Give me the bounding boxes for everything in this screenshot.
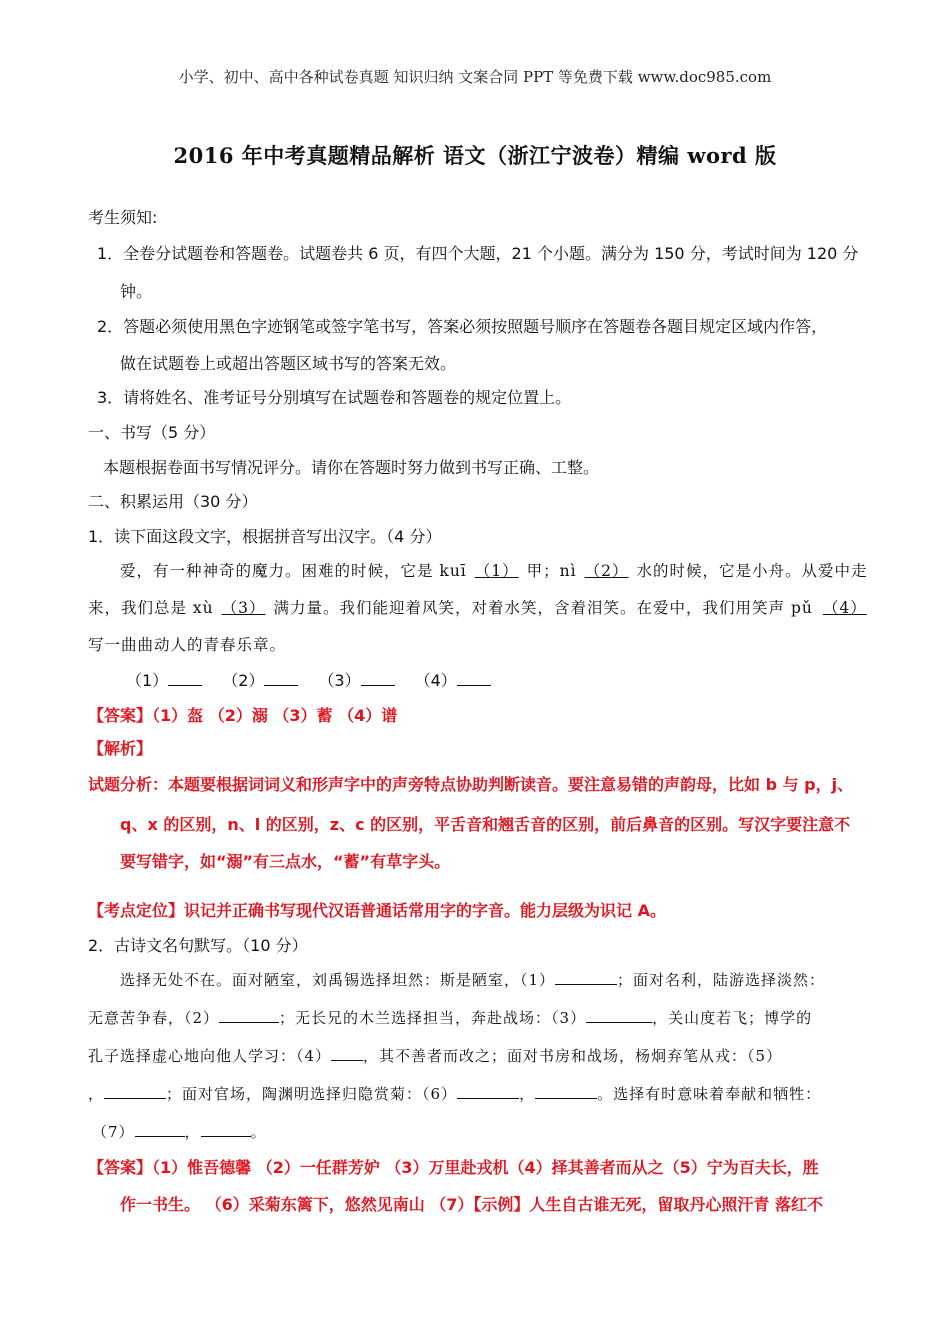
notice-item-1b: 钟。 — [120, 282, 153, 301]
q1-analysis-line3: 要写错字，如“溺”有三点水，“蓄”有草字头。 — [120, 852, 451, 871]
q1-analysis-line1: 试题分析：本题要根据词词义和形声字中的声旁特点协助判断读音。要注意易错的声韵母，比如 b 与 p，j、 — [88, 775, 854, 794]
q1-answer: 【答案】（1）盔 （2）溺 （3）蓄 （4）谱 — [88, 706, 398, 725]
q1-blank-2: （2） — [584, 562, 629, 580]
q1-answer-blanks: （1） （2） （3） （4） — [126, 668, 491, 691]
q1-blank-1: （1） — [474, 562, 519, 580]
notice-item-2b: 做在试题卷上或超出答题区域书写的答案无效。 — [120, 354, 457, 373]
q1-stem: 1．读下面这段文字，根据拼音写出汉字。（4 分） — [88, 527, 442, 546]
section2-heading: 二、积累运用（30 分） — [88, 492, 258, 511]
q1-blank-3: （3） — [221, 599, 266, 617]
notice-item-1a: 1．全卷分试题卷和答题卷。试题卷共 6 页，有四个大题，21 个小题。满分为 150 分，考试时间为 120 分 — [97, 244, 859, 263]
notice-item-2a: 2．答题必须使用黑色字迹钢笔或签字笔书写，答案必须按照题号顺序在答题卷各题目规定区域内作答， — [97, 317, 828, 336]
page-header: 小学、初中、高中各种试卷真题 知识归纳 文案合同 PPT 等免费下载 www.doc985.com — [178, 68, 772, 86]
q1-blank-4: （4） — [822, 599, 867, 617]
q2-answer-line2: 作一书生。 （6）采菊东篱下，悠然见南山 （7）【示例】人生自古谁无死，留取丹心照汗青 落红不 — [120, 1195, 823, 1214]
q2-line1: 选择无处不在。面对陋室，刘禹锡选择坦然：斯是陋室，（1） ；面对名利，陆游选择淡然： — [120, 968, 825, 990]
q1-kaodian: 【考点定位】识记并正确书写现代汉语普通话常用字的字音。能力层级为识记 A。 — [88, 901, 666, 920]
section1-text: 本题根据卷面书写情况评分。请你在答题时努力做到书写正确、工整。 — [103, 458, 600, 477]
q2-line2: 无意苦争春，（2） ；无长兄的木兰选择担当，奔赴战场：（3） ，关山度若飞；博学的 — [88, 1006, 812, 1028]
q2-answer-line1: 【答案】（1）惟吾德馨 （2）一任群芳妒 （3）万里赴戎机（4）择其善者而从之（5）宁为百夫长，胜 — [88, 1158, 819, 1177]
page-title: 2016 年中考真题精品解析 语文（浙江宁波卷）精编 word 版 — [173, 143, 777, 168]
notice-heading: 考生须知: — [88, 208, 158, 227]
q1-passage-line2: 来，我们总是 xù （3） 满力量。我们能迎着风笑，对着水笑，含着泪笑。在爱中，我们用笑声 pǔ （4） — [88, 596, 877, 618]
q2-line4: ， ；面对官场，陶渊明选择归隐赏菊：（6） ， 。选择有时意味着奉献和牺牲： — [88, 1082, 821, 1104]
q1-passage-line1: 爱，有一种神奇的魔力。困难的时候，它是 kuī （1） 甲；nì （2） 水的时候，它是小舟。从爱中走 — [120, 562, 868, 580]
section1-heading: 一、书写（5 分） — [88, 423, 216, 442]
q2-line3: 孔子选择虚心地向他人学习：（4） ，其不善者而改之；面对书房和战场，杨炯弃笔从戎：（5） — [88, 1044, 782, 1066]
q2-line5: （7） ， 。 — [92, 1120, 267, 1142]
q1-analysis-label: 【解析】 — [88, 739, 153, 758]
q1-passage-line3: 写一曲曲动人的青春乐章。 — [88, 636, 287, 654]
q1-analysis-line2: q、x 的区别，n、l 的区别，z、c 的区别，平舌音和翘舌音的区别，前后鼻音的区别。写汉字要注意不 — [120, 815, 851, 834]
q2-stem: 2．古诗文名句默写。（10 分） — [88, 936, 308, 955]
notice-item-3: 3．请将姓名、准考证号分别填写在试题卷和答题卷的规定位置上。 — [97, 388, 572, 407]
